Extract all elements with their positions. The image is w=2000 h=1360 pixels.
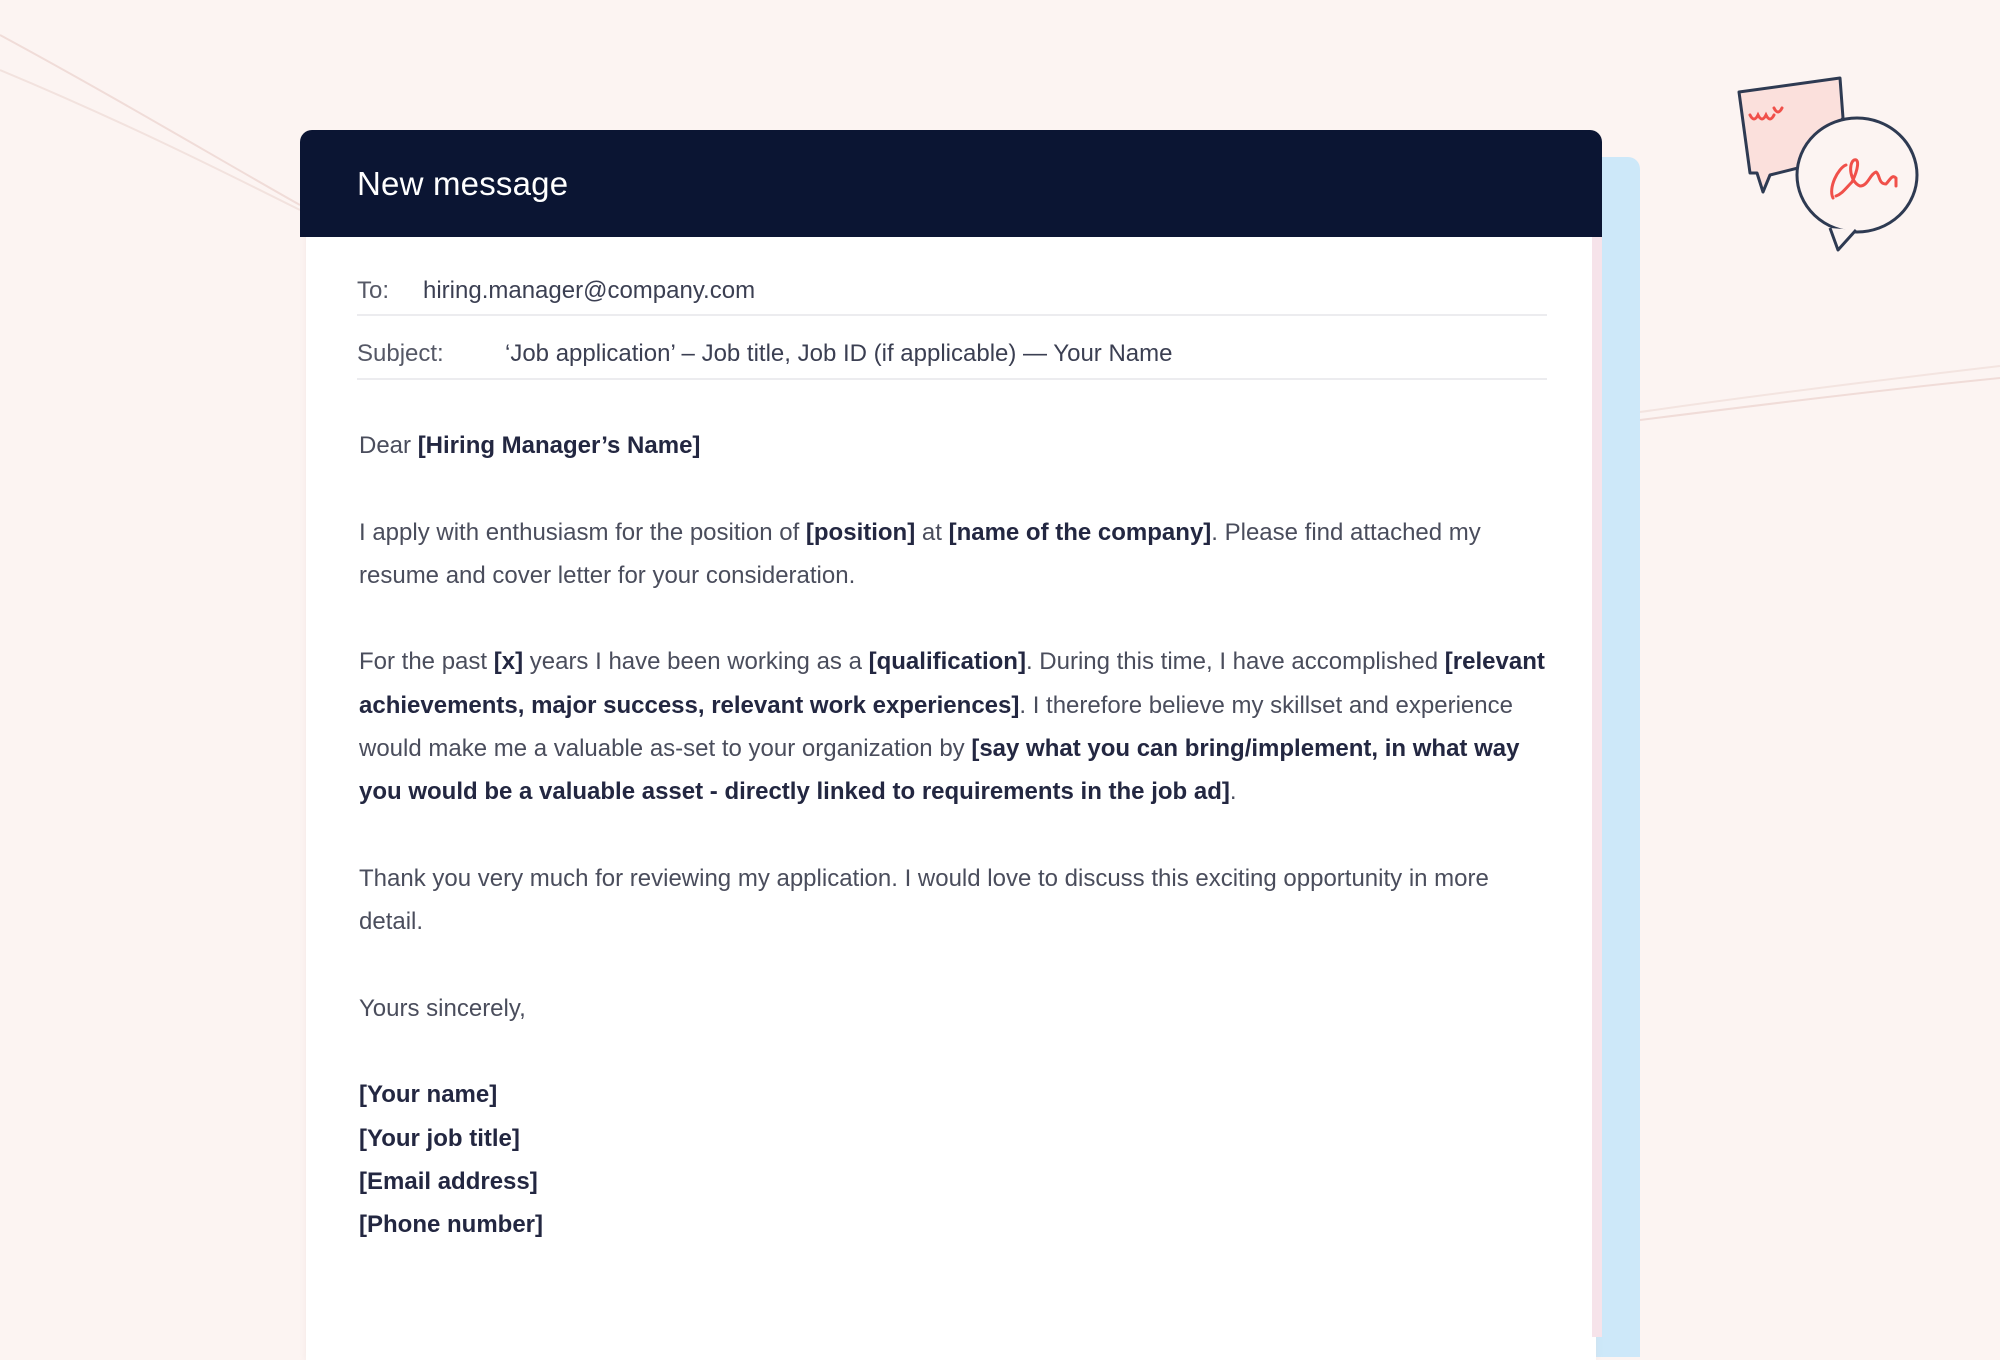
- to-field[interactable]: [357, 268, 1547, 316]
- signature-block: [359, 1073, 1554, 1246]
- p1-placeholder-company: [name of the company]: [948, 518, 1212, 546]
- paragraph-2: [359, 640, 1554, 813]
- signature-job-title: [Your job title]: [359, 1124, 520, 1152]
- subject-field[interactable]: [357, 330, 1547, 380]
- signature-name: [Your name]: [359, 1081, 498, 1109]
- p2-placeholder-years: [x]: [493, 648, 524, 676]
- p1-text-2: at: [915, 518, 949, 546]
- greeting-text: Dear: [359, 432, 418, 459]
- p2-placeholder-qualification: [qualification]: [868, 648, 1026, 676]
- subject-label: Subject:: [357, 340, 444, 367]
- greeting-placeholder: [Hiring Manager’s Name]: [417, 432, 701, 459]
- p2-text-2: years I have been working as a: [523, 648, 869, 676]
- message-body[interactable]: [359, 424, 1554, 1247]
- greeting: [359, 424, 1554, 467]
- subject-input[interactable]: ‘Job application’ – Job title, Job ID (if applicable) — Your Name: [505, 340, 1173, 367]
- p2-text-1: For the past: [359, 648, 494, 676]
- compose-header: [300, 130, 1602, 237]
- closing: Yours sincerely,: [359, 994, 526, 1022]
- paragraph-3: Thank you very much for reviewing my application. I would love to discuss this exciting opportunity in more detail.: [359, 864, 1489, 936]
- p1-placeholder-position: [position]: [805, 518, 916, 546]
- p2-placeholder-achievements: [relevant achievements, major success, relevant work experiences]: [359, 648, 1545, 719]
- p1-text-3: . Please find attached my resume and cover letter for your consideration.: [359, 518, 1481, 589]
- speech-bubbles-icon: [1730, 70, 1930, 265]
- p1-text-1: I apply with enthusiasm for the position of: [359, 518, 806, 546]
- p2-placeholder-value: [say what you can bring/implement, in what way you would be a valuable asset - directly linked to requirements in the job ad]: [359, 735, 1520, 806]
- window-title: New message: [357, 164, 569, 202]
- p2-text-3: . During this time, I have accomplished: [1025, 648, 1445, 676]
- p2-text-5: .: [1229, 778, 1237, 806]
- to-input[interactable]: hiring.manager@company.com: [423, 277, 756, 304]
- signature-phone: [Phone number]: [359, 1211, 543, 1239]
- paragraph-1: [359, 511, 1554, 598]
- card-edge-strip: [1592, 237, 1602, 1337]
- to-label: To:: [357, 277, 390, 304]
- p2-text-4: . I therefore believe my skillset and experience would make me a valuable as-set to your organization by: [359, 691, 1513, 763]
- signature-email: [Email address]: [359, 1168, 538, 1196]
